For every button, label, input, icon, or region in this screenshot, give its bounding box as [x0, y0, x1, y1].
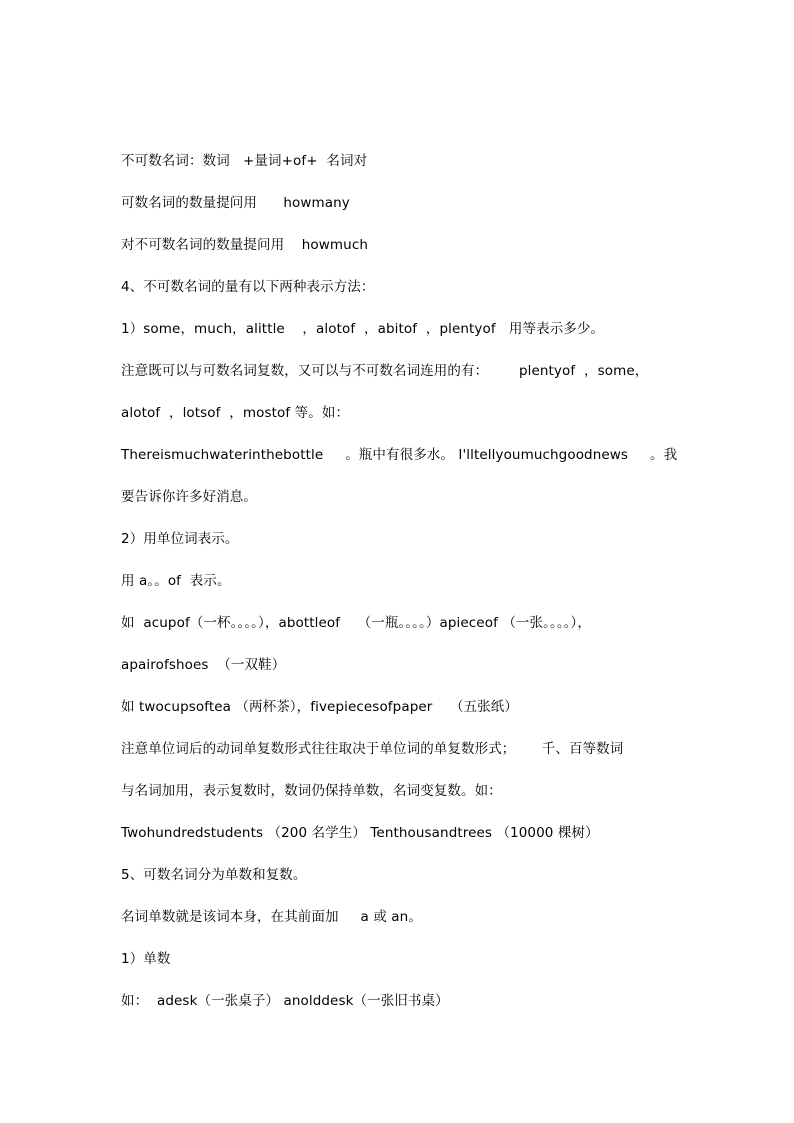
text-line: 要告诉你许多好消息。 [121, 489, 257, 505]
text-line: 1）some，much，alittle ，alotof ，abitof ，plentyof 用等表示多少。 [121, 321, 605, 337]
text-line: 如： adesk（一张桌子） anolddesk（一张旧书桌） [121, 993, 449, 1009]
text-line: 注意既可以与可数名词复数，又可以与不可数名词连用的有： plentyof ，some， [121, 363, 649, 379]
text-line: 注意单位词后的动词单复数形式往往取决于单位词的单复数形式； 千、百等数词 [121, 741, 624, 757]
subsection-heading: 2）用单位词表示。 [121, 531, 239, 547]
text-line: 不可数名词：数词 +量词+of+ 名词对 [121, 153, 368, 169]
text-line: 名词单数就是该词本身，在其前面加 a 或 an。 [121, 909, 422, 925]
text-line: 如 acupof（一杯。。。。），abottleof （一瓶。。。。）apieceof （一张。。。。）， [121, 615, 591, 631]
text-line: 如 twocupsoftea （两杯茶），fivepiecesofpaper （五张纸） [121, 699, 518, 715]
example-sentence: Twohundredstudents （200 名学生） Tenthousandtrees （10000 棵树） [121, 825, 599, 841]
text-line: apairofshoes （一双鞋） [121, 657, 286, 673]
text-line: 可数名词的数量提问用 howmany [121, 195, 350, 211]
subsection-heading: 1）单数 [121, 951, 171, 967]
text-line: 用 a。。of 表示。 [121, 573, 231, 589]
text-line: alotof ，lotsof ，mostof 等。如： [121, 405, 350, 421]
example-sentence: Thereismuchwaterinthebottle 。瓶中有很多水。 I'lltellyoumuchgoodnews 。我 [121, 447, 678, 463]
text-line: 对不可数名词的数量提问用 howmuch [121, 237, 369, 253]
section-heading: 4、不可数名词的量有以下两种表示方法： [121, 279, 375, 295]
text-line: 与名词加用，表示复数时，数词仍保持单数，名词变复数。如： [121, 783, 502, 799]
section-heading: 5、可数名词分为单数和复数。 [121, 867, 307, 883]
